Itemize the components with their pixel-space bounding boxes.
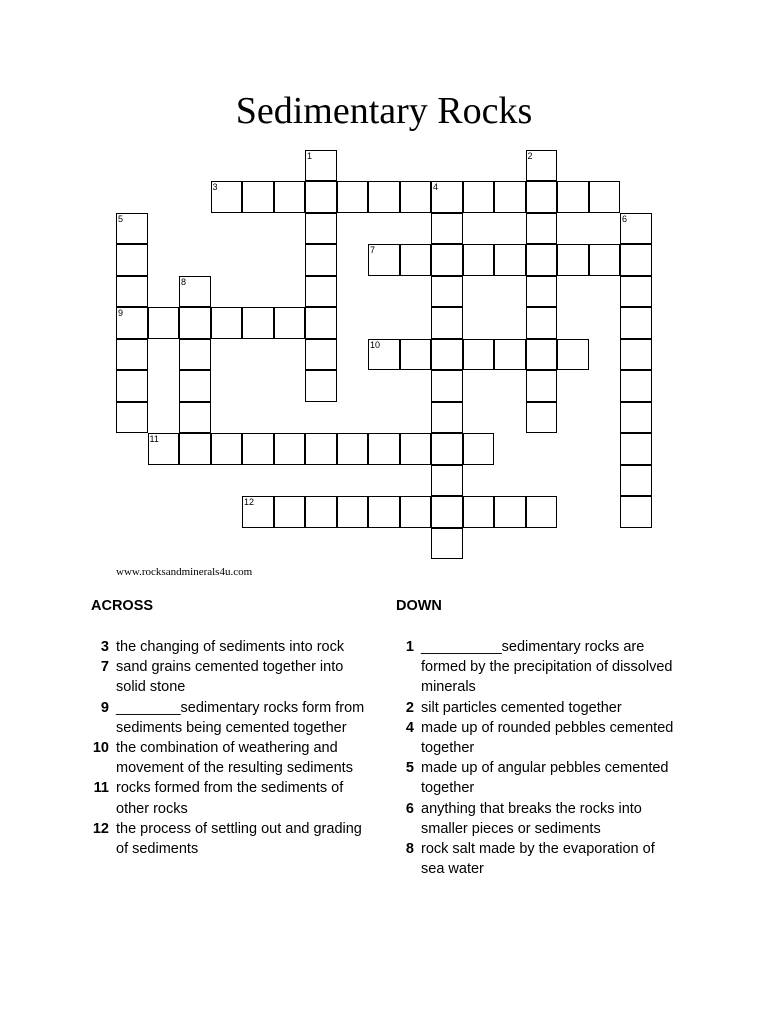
crossword-cell[interactable]	[431, 528, 463, 560]
crossword-cell[interactable]	[211, 433, 243, 465]
crossword-cell[interactable]	[305, 433, 337, 465]
across-heading: ACROSS	[91, 598, 154, 614]
cell-number: 7	[370, 245, 376, 255]
crossword-cell[interactable]	[305, 339, 337, 371]
crossword-cell[interactable]	[179, 370, 211, 402]
cell-number: 12	[244, 497, 255, 507]
crossword-cell[interactable]	[242, 433, 274, 465]
across-clue	[91, 637, 371, 657]
crossword-cell[interactable]	[431, 339, 463, 371]
crossword-cell[interactable]	[368, 181, 400, 213]
crossword-cell[interactable]	[337, 496, 369, 528]
crossword-cell[interactable]	[526, 370, 558, 402]
across-clue	[91, 778, 371, 818]
crossword-cell[interactable]	[116, 370, 148, 402]
crossword-cell[interactable]	[526, 402, 558, 434]
crossword-cell[interactable]	[431, 276, 463, 308]
cell-number: 4	[433, 182, 439, 192]
crossword-cell[interactable]	[463, 244, 495, 276]
down-clue	[396, 758, 681, 798]
clue-text: the combination of weathering and movement of the resulting sediments	[116, 740, 353, 777]
clue-text: made up of angular pebbles cemented together	[421, 760, 669, 797]
clue-number: 7	[100, 659, 109, 676]
cell-number: 6	[622, 213, 628, 224]
crossword-cell[interactable]	[274, 496, 306, 528]
clue-text: sand grains cemented together into solid stone	[116, 659, 344, 696]
down-clue	[396, 637, 681, 698]
clue-text: the process of settling out and grading of sediments	[116, 820, 362, 858]
crossword-cell[interactable]	[494, 339, 526, 371]
crossword-cell[interactable]	[463, 433, 495, 465]
clue-number: 6	[405, 800, 414, 817]
cell-number: 2	[527, 150, 533, 161]
crossword-cell[interactable]	[368, 433, 400, 465]
crossword-cell[interactable]	[400, 339, 432, 371]
crossword-cell[interactable]	[526, 276, 558, 308]
down-heading: DOWN	[396, 598, 442, 614]
crossword-cell[interactable]	[400, 244, 432, 276]
crossword-cell[interactable]	[116, 402, 148, 434]
crossword-cell[interactable]	[431, 433, 463, 465]
crossword-cell[interactable]	[620, 370, 652, 402]
crossword-cell[interactable]	[179, 433, 211, 465]
clue-number: 8	[405, 841, 414, 858]
cell-number: 1	[307, 150, 313, 161]
crossword-cell[interactable]	[431, 496, 463, 528]
crossword-cell[interactable]	[305, 276, 337, 308]
clue-number: 3	[100, 639, 109, 655]
crossword-cell[interactable]	[494, 244, 526, 276]
crossword-cell[interactable]	[557, 244, 589, 276]
crossword-cell[interactable]	[116, 276, 148, 308]
crossword-cell[interactable]	[557, 339, 589, 371]
crossword-cell[interactable]	[337, 181, 369, 213]
crossword-cell[interactable]	[116, 244, 148, 276]
crossword-cell[interactable]	[179, 339, 211, 371]
website-url: www.rocksandminerals4u.com	[116, 566, 253, 578]
crossword-cell[interactable]	[620, 276, 652, 308]
page-title: Sedimentary Rocks	[235, 90, 533, 132]
clue-number: 9	[100, 699, 109, 716]
crossword-cell[interactable]	[463, 181, 495, 213]
crossword-cell[interactable]	[620, 433, 652, 465]
cell-number: 5	[118, 213, 124, 224]
clue-number: 1	[405, 639, 414, 655]
crossword-cell[interactable]	[274, 307, 306, 339]
crossword-cell[interactable]	[305, 307, 337, 339]
crossword-cell[interactable]	[431, 307, 463, 339]
clue-text: rocks formed from the sediments of other rocks	[116, 780, 344, 817]
crossword-cell[interactable]	[620, 496, 652, 528]
crossword-cell[interactable]	[305, 213, 337, 245]
crossword-cell[interactable]	[305, 370, 337, 402]
clue-number: 12	[92, 820, 109, 837]
across-clue	[91, 738, 371, 778]
cell-number: 3	[212, 182, 218, 192]
clue-text: made up of rounded pebbles cemented together	[421, 719, 674, 757]
cell-number: 11	[149, 434, 159, 444]
down-clue	[396, 839, 681, 879]
crossword-cell[interactable]	[526, 181, 558, 213]
crossword-cell[interactable]	[494, 181, 526, 213]
down-clue	[396, 799, 681, 839]
crossword-cell[interactable]	[526, 339, 558, 371]
across-clue	[91, 819, 371, 859]
across-clue	[91, 657, 371, 697]
crossword-cell[interactable]	[620, 307, 652, 339]
crossword-cell[interactable]	[620, 465, 652, 497]
crossword-cell[interactable]	[148, 307, 180, 339]
crossword-cell[interactable]	[400, 181, 432, 213]
down-clue	[396, 718, 681, 758]
crossword-cell[interactable]	[431, 370, 463, 402]
across-clue-list	[91, 637, 371, 859]
crossword-cell[interactable]	[589, 244, 621, 276]
crossword-cell[interactable]	[368, 496, 400, 528]
crossword-cell[interactable]	[431, 465, 463, 497]
crossword-cell[interactable]	[526, 244, 558, 276]
clue-number: 4	[405, 719, 414, 736]
crossword-cell[interactable]	[337, 433, 369, 465]
crossword-cell[interactable]	[431, 402, 463, 434]
cell-number: 9	[118, 308, 124, 318]
crossword-cell[interactable]	[116, 339, 148, 371]
crossword-cell[interactable]	[400, 433, 432, 465]
clue-text: silt particles cemented together	[421, 699, 622, 716]
crossword-cell[interactable]	[431, 244, 463, 276]
clue-text: anything that breaks the rocks into smaller pieces or sediments	[421, 800, 642, 837]
crossword-cell[interactable]	[400, 496, 432, 528]
crossword-cell[interactable]	[620, 244, 652, 276]
across-clue	[91, 698, 371, 738]
crossword-cell[interactable]	[620, 402, 652, 434]
crossword-cell[interactable]	[526, 307, 558, 339]
clue-text: rock salt made by the evaporation of sea water	[421, 841, 655, 878]
crossword-cell[interactable]	[463, 496, 495, 528]
down-clue	[396, 698, 681, 718]
crossword-cell[interactable]	[274, 181, 306, 213]
clue-number: 10	[92, 740, 109, 757]
clue-text: the changing of sediments into rock	[116, 639, 345, 655]
clue-number: 5	[405, 760, 414, 777]
clue-number: 11	[93, 780, 109, 797]
clue-text: __________sedimentary rocks are formed by the precipitation of dissolved minerals	[421, 639, 673, 696]
cell-number: 8	[181, 276, 187, 287]
crossword-cell[interactable]	[305, 496, 337, 528]
crossword-cell[interactable]	[431, 213, 463, 245]
crossword-cell[interactable]	[179, 307, 211, 339]
clue-number: 2	[405, 699, 414, 716]
crossword-cell[interactable]	[620, 339, 652, 371]
crossword-cell[interactable]	[274, 433, 306, 465]
crossword-cell[interactable]	[179, 402, 211, 434]
crossword-cell[interactable]	[242, 181, 274, 213]
clue-text: ________sedimentary rocks form from sediments being cemented together	[116, 699, 365, 736]
crossword-cell[interactable]	[494, 496, 526, 528]
crossword-cell[interactable]	[557, 181, 589, 213]
crossword-cell[interactable]	[589, 181, 621, 213]
crossword-cell[interactable]	[305, 244, 337, 276]
crossword-cell[interactable]	[211, 307, 243, 339]
crossword-cell[interactable]	[305, 181, 337, 213]
cell-number: 10	[370, 339, 381, 350]
crossword-cell[interactable]	[463, 339, 495, 371]
crossword-cell[interactable]	[242, 307, 274, 339]
crossword-cell[interactable]	[526, 496, 558, 528]
down-clue-list	[396, 637, 681, 879]
crossword-cell[interactable]	[526, 213, 558, 245]
